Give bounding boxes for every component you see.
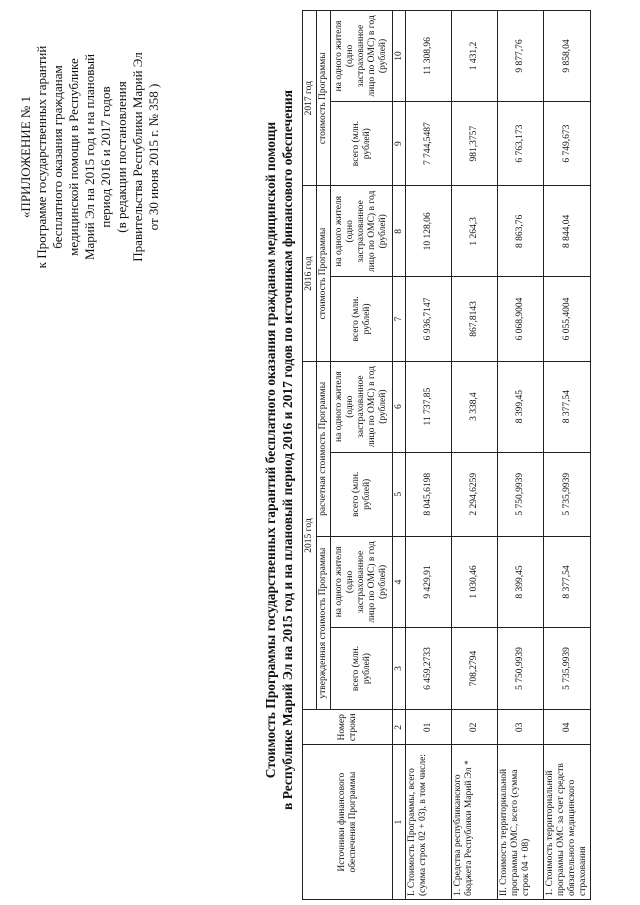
cell-value: 6 936,7147 [406,277,452,362]
cell-value: 5 735,9939 [544,452,591,537]
column-number: 9 [393,101,406,186]
column-number: 3 [393,627,406,709]
cell-value: 867,8143 [452,277,498,362]
cell-value: 8 863,76 [498,186,544,277]
header-year-2017: 2017 год [303,11,317,186]
appendix-line: Марий Эл на 2015 год и на плановый [82,53,97,261]
header-per-resident: на одного жителя (одно застрахованное лицо по ОМС) в год (рублей) [331,537,393,628]
column-numbers-row [393,11,406,900]
cell-value: 7 744,5487 [406,101,452,186]
cell-value: 5 750,9939 [498,627,544,709]
document-title [262,10,296,890]
row-source: II. Стоимость территориальной программы ОМС, всего (сумма строк 04 + 08) [498,745,544,900]
row-number: 02 [452,710,498,745]
header-year-2016: 2016 год [303,186,317,361]
column-number: 8 [393,186,406,277]
header-estimated-cost: расчетная стоимость Программы [317,361,331,536]
cell-value: 6 459,2733 [406,627,452,709]
row-number: 04 [544,710,591,745]
cell-value: 2 294,6259 [452,452,498,537]
cell-value: 708,2794 [452,627,498,709]
column-number: 2 [393,710,406,745]
row-number: 01 [406,710,452,745]
table-row [452,11,498,900]
appendix-line: от 30 июня 2015 г. № 358 ) [146,83,161,231]
column-number: 5 [393,452,406,537]
header-total: всего (млн. рублей) [331,101,393,186]
appendix-header [18,7,162,307]
cell-value: 8 399,45 [498,361,544,452]
cell-value: 981,3757 [452,101,498,186]
table-row [544,11,591,900]
table-row [406,11,452,900]
row-number: 03 [498,710,544,745]
column-number: 7 [393,277,406,362]
cell-value: 11 308,96 [406,11,452,102]
title-line-1: Стоимость Программы государственных гарантий бесплатного оказания гражданам медицинской помощи [263,121,278,779]
appendix-line: «ПРИЛОЖЕНИЕ № 1 [18,95,33,219]
header-source: Источники финансового обеспечения Программы [303,745,393,900]
appendix-line: бесплатного оказания гражданам [50,65,65,249]
column-number: 10 [393,11,406,102]
cell-value: 6 763,173 [498,101,544,186]
cell-value: 8 377,54 [544,361,591,452]
cell-value: 10 128,06 [406,186,452,277]
header-cost-2017: стоимость Программы [317,11,331,186]
cell-value: 5 750,9939 [498,452,544,537]
cell-value: 6 068,9004 [498,277,544,362]
cell-value: 8 844,04 [544,186,591,277]
cell-value: 5 735,9939 [544,627,591,709]
cell-value: 9 429,91 [406,537,452,628]
header-cost-2016: стоимость Программы [317,186,331,361]
header-per-resident: на одного жителя (одно застрахованное лицо по ОМС) в год (рублей) [331,11,393,102]
header-total: всего (млн. рублей) [331,452,393,537]
row-source: 1. Стоимость территориальной программы ОМС за счет средств обязательного медицинского страхования [544,745,591,900]
cell-value: 8 377,54 [544,537,591,628]
header-total: всего (млн. рублей) [331,627,393,709]
cell-value: 1 264,3 [452,186,498,277]
column-number: 1 [393,745,406,900]
column-number: 6 [393,361,406,452]
cell-value: 8 399,45 [498,537,544,628]
cell-value: 9 858,04 [544,11,591,102]
cell-value: 3 338,4 [452,361,498,452]
column-number: 4 [393,537,406,628]
appendix-line: период 2016 и 2017 годов [98,86,113,228]
cost-table [302,10,591,900]
header-total: всего (млн. рублей) [331,277,393,362]
row-source: I. Стоимость Программы, всего (сумма строк 02 + 03), в том числе: [406,745,452,900]
cell-value: 6 055,4004 [544,277,591,362]
row-source: 1. Средства республиканского бюджета Республики Марий Эл * [452,745,498,900]
appendix-line: (в редакции постановления [114,81,129,233]
header-approved-cost: утвержденная стоимость Программы [317,537,331,710]
cell-value: 9 877,76 [498,11,544,102]
table-row [498,11,544,900]
header-year-2015: 2015 год [303,361,317,710]
cell-value: 6 749,673 [544,101,591,186]
title-line-2: в Республике Марий Эл на 2015 год и на плановый период 2016 и 2017 годов по источникам финансового обеспечения [280,90,295,810]
cell-value: 11 737,85 [406,361,452,452]
appendix-line: к Программе государственных гарантий [34,45,49,269]
header-per-resident: на одного жителя (одно застрахованное лицо по ОМС) в год (рублей) [331,361,393,452]
appendix-line: Правительства Республики Марий Эл [130,52,145,262]
appendix-line: медицинской помощи в Республике [66,58,81,256]
cell-value: 8 045,6198 [406,452,452,537]
cell-value: 1 431,2 [452,11,498,102]
header-row-number: Номер строки [303,710,393,745]
cell-value: 1 030,46 [452,537,498,628]
header-per-resident: на одного жителя (одно застрахованное лицо по ОМС) в год (рублей) [331,186,393,277]
